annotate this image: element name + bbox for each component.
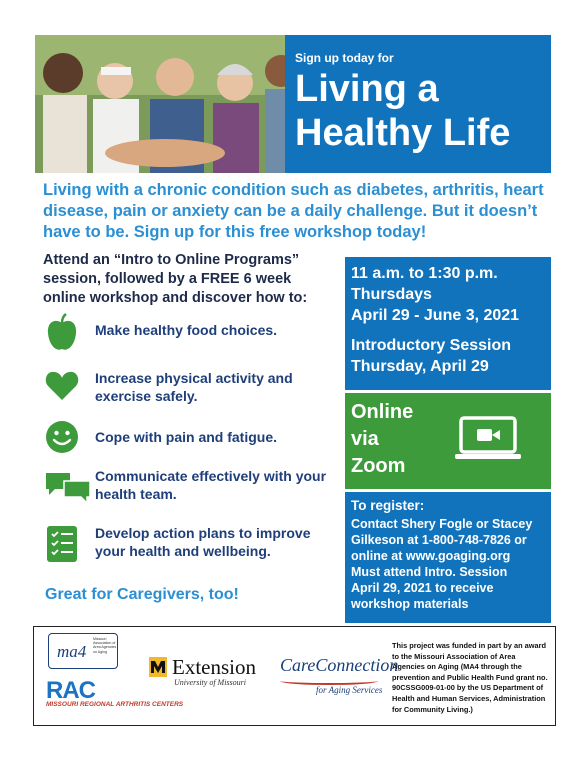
care-connection-subtext: for Aging Services	[316, 685, 383, 695]
benefit-item: Make healthy food choices.	[95, 322, 278, 338]
online-line: via	[351, 428, 379, 450]
sponsor-footer	[33, 626, 556, 726]
intro-session-date: Thursday, April 29	[351, 358, 489, 375]
register-line: April 29, 2021 to receive	[351, 581, 494, 595]
register-heading: To register:	[351, 498, 425, 513]
video-laptop-icon	[453, 415, 523, 468]
schedule-dates: April 29 - June 3, 2021	[351, 307, 520, 324]
chat-bubbles-icon	[45, 471, 91, 505]
schedule-days: Thursdays	[351, 286, 432, 303]
group-of-seniors-illustration	[35, 35, 293, 173]
attend-text: Attend an “Intro to Online Programs” session, followed by a FREE 6 week online workshop and discover how to:	[43, 252, 308, 306]
header-kicker: Sign up today for	[295, 51, 394, 65]
intro-session-label: Introductory Session	[351, 337, 512, 354]
checklist-icon	[45, 524, 79, 564]
extension-logo-subtext: University of Missouri	[174, 678, 246, 687]
rac-logo: RAC	[46, 677, 95, 704]
register-line: Gilkeson at 1-800-748-7826 or	[351, 533, 527, 547]
care-connection-swoosh	[280, 677, 378, 685]
schedule-box	[345, 257, 551, 390]
smiley-icon	[45, 420, 79, 454]
extension-logo: Extension	[172, 655, 256, 679]
register-line: workshop materials	[351, 597, 469, 611]
benefit-item: Increase physical activity and exercise safely.	[95, 370, 293, 404]
apple-icon	[45, 313, 79, 347]
benefit-item: Cope with pain and fatigue.	[95, 429, 277, 445]
schedule-time: 11 a.m. to 1:30 p.m.	[351, 265, 498, 282]
ma4-logo	[48, 633, 118, 669]
rac-logo-subtext: MISSOURI REGIONAL ARTHRITIS CENTERS	[46, 701, 184, 708]
register-line: Must attend Intro. Session	[351, 565, 508, 579]
mizzou-tiger-icon	[149, 657, 167, 677]
online-line: Zoom	[351, 455, 406, 477]
benefit-item: Communicate effectively with your health team.	[95, 468, 327, 502]
online-line: Online	[351, 401, 414, 423]
online-box	[345, 393, 551, 489]
caregivers-note: Great for Caregivers, too!	[45, 586, 239, 603]
register-line: online at www.goaging.org	[351, 549, 511, 563]
intro-paragraph: Living with a chronic condition such as diabetes, arthritis, heart disease, pain or anxiety can be a daily challenge. But it doesn’t have to be. Sign up for this free workshop today!	[43, 181, 544, 241]
heart-icon	[45, 370, 79, 404]
register-line: Contact Shery Fogle or Stacey	[351, 517, 533, 531]
ma4-logo-subtext: Missouri Association of Area Agencies on Aging	[93, 637, 117, 654]
ma4-logo-text: ma4	[57, 642, 87, 661]
benefit-item: Develop action plans to improve your health and wellbeing.	[95, 525, 311, 559]
header-photo	[35, 35, 293, 173]
care-connection-logo: CareConnection	[280, 655, 399, 675]
funding-disclaimer: This project was funded in part by an award to the Missouri Association of Area Agencies on Aging (MA4 through the prevention and Public Health Fund grant no. 90CSSG009-01-00 by the US Department of Health and Human Services, Administration for Community Living.)	[392, 641, 548, 714]
online-via-zoom	[351, 399, 413, 480]
register-box	[345, 492, 551, 623]
header-banner	[285, 35, 551, 173]
page-title: Living a Healthy Life	[295, 68, 511, 154]
